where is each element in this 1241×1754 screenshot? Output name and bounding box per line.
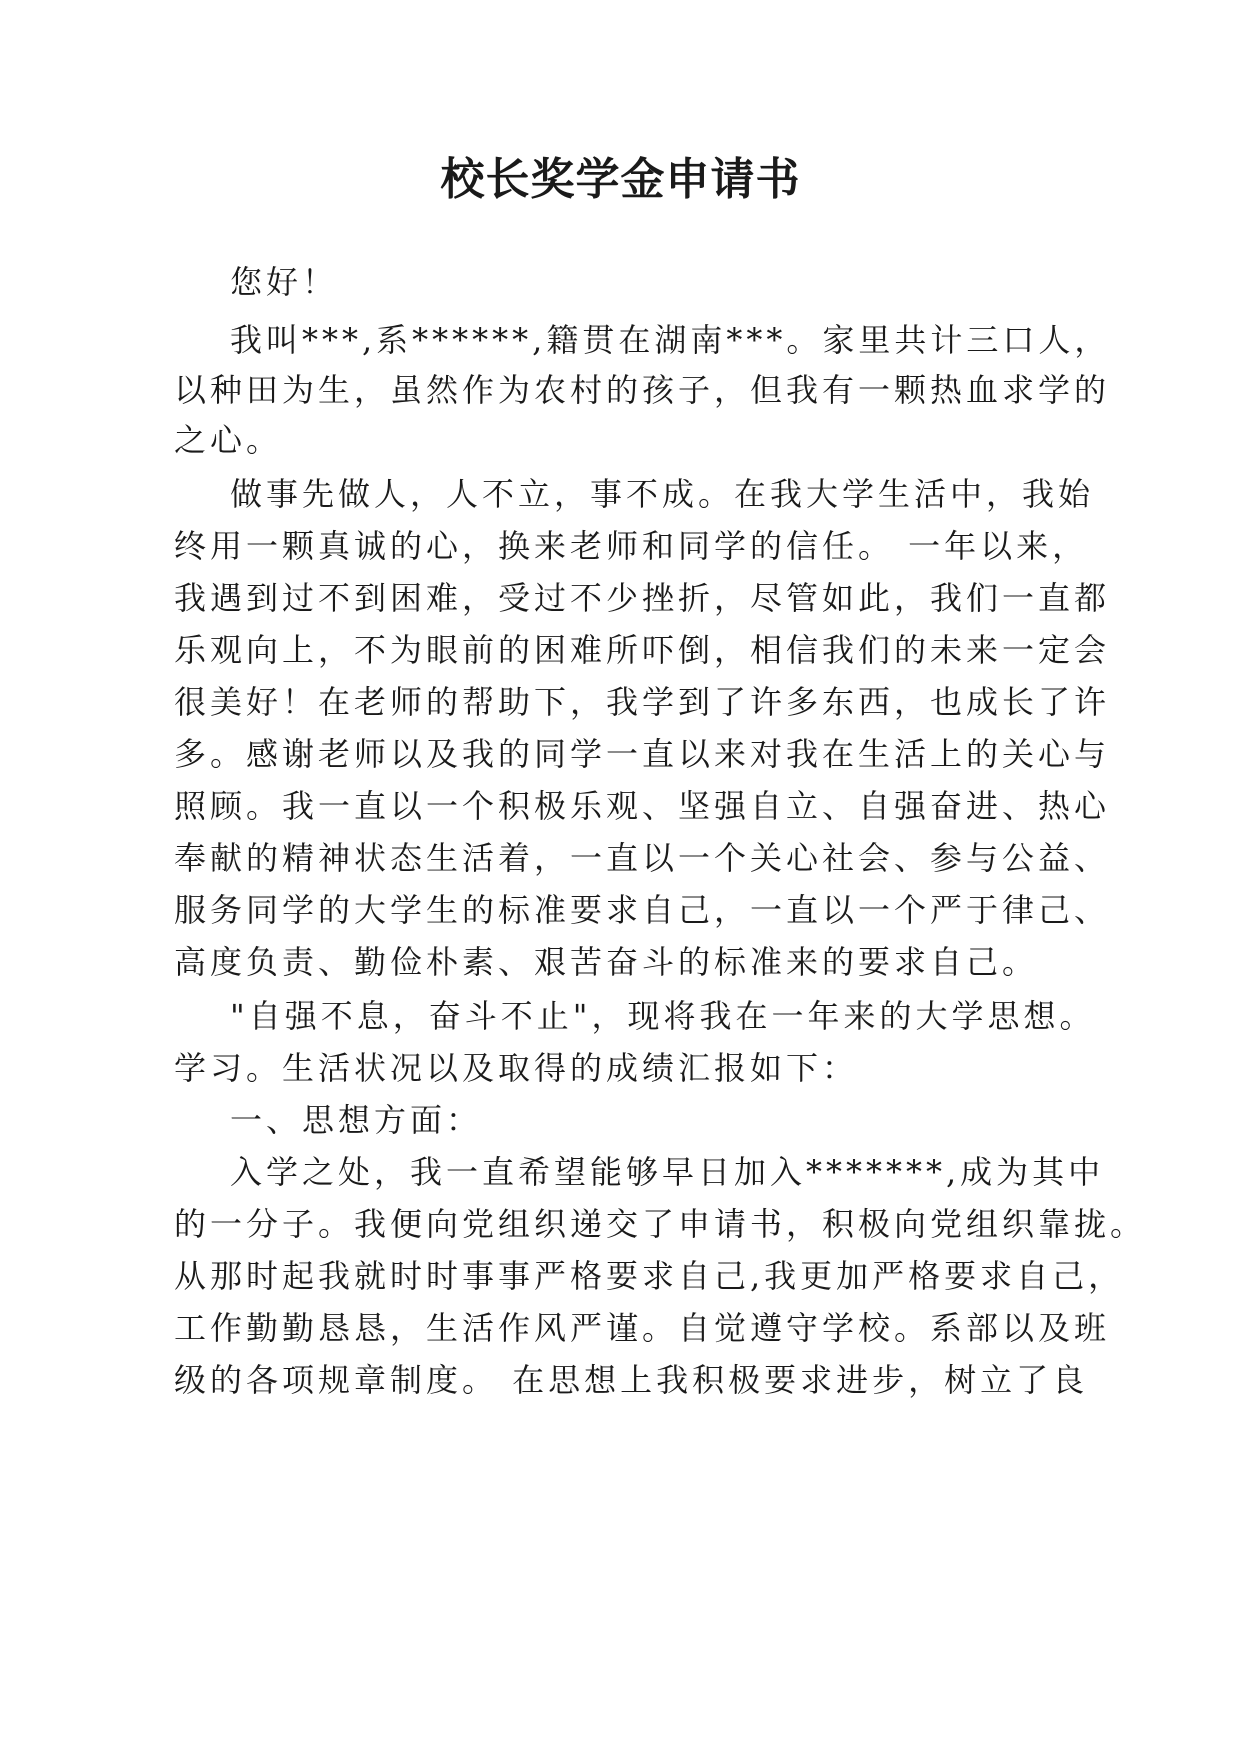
paragraph-line: 学习。生活状况以及取得的成绩汇报如下：	[174, 1049, 859, 1087]
paragraph-line: 从那时起我就时时事事严格要求自己,我更加严格要求自己，	[174, 1257, 1125, 1295]
document-title: 校长奖学金申请书	[440, 154, 801, 205]
paragraph-line: 照顾。我一直以一个积极乐观、坚强自立、自强奋进、热心	[174, 787, 1111, 825]
paragraph-line: 高度负责、勤俭朴素、艰苦奋斗的标准来的要求自己。	[174, 943, 1039, 981]
paragraph-line: 多。感谢老师以及我的同学一直以来对我在生活上的关心与	[174, 735, 1111, 773]
paragraph-line: 之心。	[174, 421, 283, 459]
paragraph-line: 以种田为生，虽然作为农村的孩子，但我有一颗热血求学的	[174, 371, 1111, 409]
paragraph-line: 工作勤勤恳恳，生活作风严谨。自觉遵守学校。系部以及班	[174, 1309, 1111, 1347]
paragraph-line: 我遇到过不到困难，受过不少挫折，尽管如此，我们一直都	[174, 579, 1111, 617]
paragraph-line: 我叫***,系******,籍贯在湖南***。家里共计三口人，	[230, 321, 1111, 359]
section-heading: 一、思想方面：	[230, 1101, 483, 1139]
paragraph-line: "自强不息，奋斗不止"，现将我在一年来的大学思想。	[230, 997, 1096, 1035]
paragraph-line: 的一分子。我便向党组织递交了申请书，积极向党组织靠拢。	[174, 1205, 1147, 1243]
paragraph-line: 入学之处，我一直希望能够早日加入*******,成为其中	[230, 1153, 1105, 1191]
paragraph-line: 级的各项规章制度。 在思想上我积极要求进步，树立了良	[174, 1361, 1089, 1399]
paragraph-line: 很美好！在老师的帮助下，我学到了许多东西，也成长了许	[174, 683, 1111, 721]
paragraph-line: 服务同学的大学生的标准要求自己，一直以一个严于律己、	[174, 891, 1111, 929]
paragraph-line: 做事先做人，人不立，事不成。在我大学生活中，我始	[230, 475, 1095, 513]
line-greeting: 您好！	[230, 263, 339, 301]
paragraph-line: 乐观向上，不为眼前的困难所吓倒，相信我们的未来一定会	[174, 631, 1111, 669]
paragraph-line: 终用一颗真诚的心，换来老师和同学的信任。 一年以来，	[174, 527, 1089, 565]
paragraph-line: 奉献的精神状态生活着，一直以一个关心社会、参与公益、	[174, 839, 1111, 877]
